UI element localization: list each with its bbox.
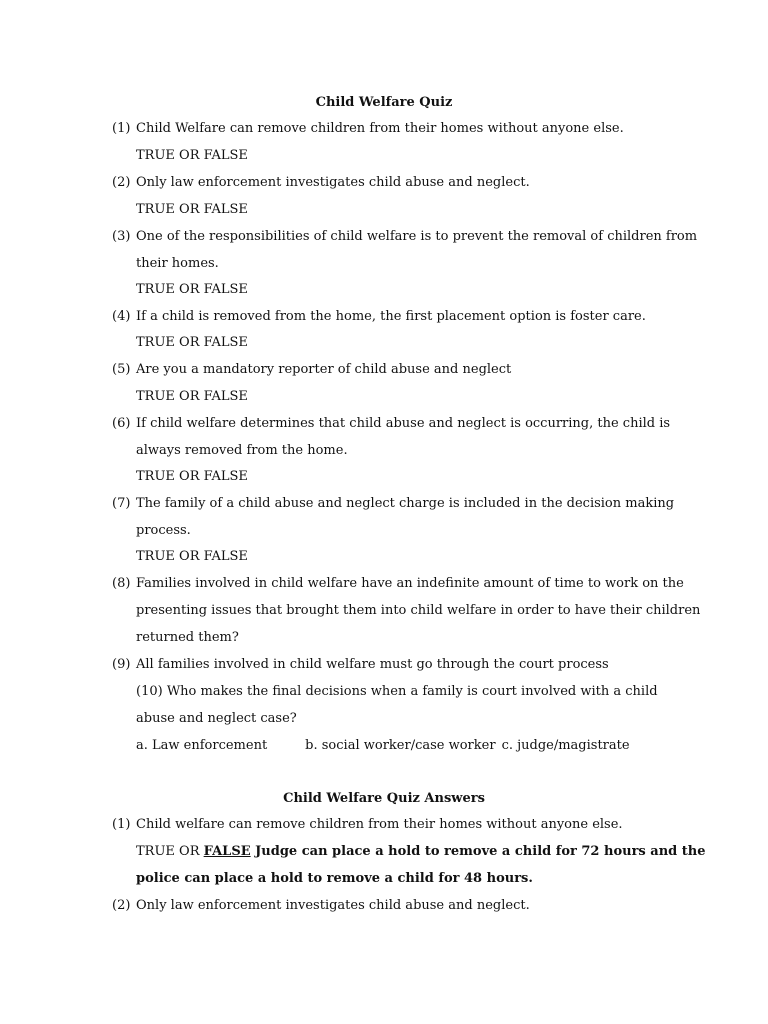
q4-true-false: TRUE OR FALSE bbox=[136, 335, 248, 350]
q2-number: (2) bbox=[112, 175, 131, 190]
a1-explanation-line2: police can place a hold to remove a child for 48 hours. bbox=[136, 871, 533, 886]
q10-option-a: a. Law enforcement bbox=[136, 738, 268, 753]
q1-true-false: TRUE OR FALSE bbox=[136, 148, 248, 163]
q3-true-false: TRUE OR FALSE bbox=[136, 282, 248, 297]
q7-number: (7) bbox=[112, 496, 131, 511]
q5-true-false: TRUE OR FALSE bbox=[136, 389, 248, 404]
q9-text: All families involved in child welfare must go through the court process bbox=[136, 657, 609, 672]
q1-text: Child Welfare can remove children from their homes without anyone else. bbox=[136, 121, 624, 136]
q6-text-line2: always removed from the home. bbox=[136, 443, 348, 458]
q6-number: (6) bbox=[112, 416, 131, 431]
q3-text-line2: their homes. bbox=[136, 256, 219, 271]
a1-explanation-line1: Judge can place a hold to remove a child for 72 hours and the bbox=[250, 844, 706, 859]
q8-text-line1: Families involved in child welfare have an indefinite amount of time to work on the bbox=[136, 576, 684, 591]
a2-text: Only law enforcement investigates child abuse and neglect. bbox=[136, 898, 530, 913]
q8-text-line3: returned them? bbox=[136, 630, 239, 645]
q7-true-false: TRUE OR FALSE bbox=[136, 549, 248, 564]
q5-number: (5) bbox=[112, 362, 131, 377]
q6-true-false: TRUE OR FALSE bbox=[136, 469, 248, 484]
q7-text-line2: process. bbox=[136, 523, 191, 538]
q4-number: (4) bbox=[112, 309, 131, 324]
a1-answer-line bbox=[136, 844, 736, 860]
q10-option-c: c. judge/magistrate bbox=[501, 738, 630, 753]
a1-answer-false: FALSE bbox=[203, 844, 251, 859]
q1-number: (1) bbox=[112, 121, 131, 136]
q2-text: Only law enforcement investigates child abuse and neglect. bbox=[136, 175, 530, 190]
q5-text: Are you a mandatory reporter of child abuse and neglect bbox=[136, 362, 512, 377]
q10-text-line1: (10) Who makes the final decisions when a family is court involved with a child bbox=[136, 684, 658, 699]
a1-text: Child welfare can remove children from their homes without anyone else. bbox=[136, 817, 623, 832]
q8-text-line2: presenting issues that brought them into child welfare in order to have their children bbox=[136, 603, 701, 618]
q3-text-line1: One of the responsibilities of child welfare is to prevent the removal of children from bbox=[136, 229, 698, 244]
a1-answer-prefix: TRUE OR bbox=[136, 844, 204, 859]
q7-text-line1: The family of a child abuse and neglect charge is included in the decision making bbox=[136, 496, 675, 511]
q8-number: (8) bbox=[112, 576, 131, 591]
q4-text: If a child is removed from the home, the first placement option is foster care. bbox=[136, 309, 646, 324]
q3-number: (3) bbox=[112, 229, 131, 244]
q6-text-line1: If child welfare determines that child abuse and neglect is occurring, the child is bbox=[136, 416, 671, 431]
quiz-title: Child Welfare Quiz bbox=[315, 95, 453, 110]
q2-true-false: TRUE OR FALSE bbox=[136, 202, 248, 217]
q9-number: (9) bbox=[112, 657, 131, 672]
a2-number: (2) bbox=[112, 898, 131, 913]
answers-title: Child Welfare Quiz Answers bbox=[283, 791, 485, 806]
q10-option-b: b. social worker/case worker bbox=[305, 738, 496, 753]
q10-options bbox=[136, 738, 736, 754]
a1-number: (1) bbox=[112, 817, 131, 832]
q10-text-line2: abuse and neglect case? bbox=[136, 711, 297, 726]
